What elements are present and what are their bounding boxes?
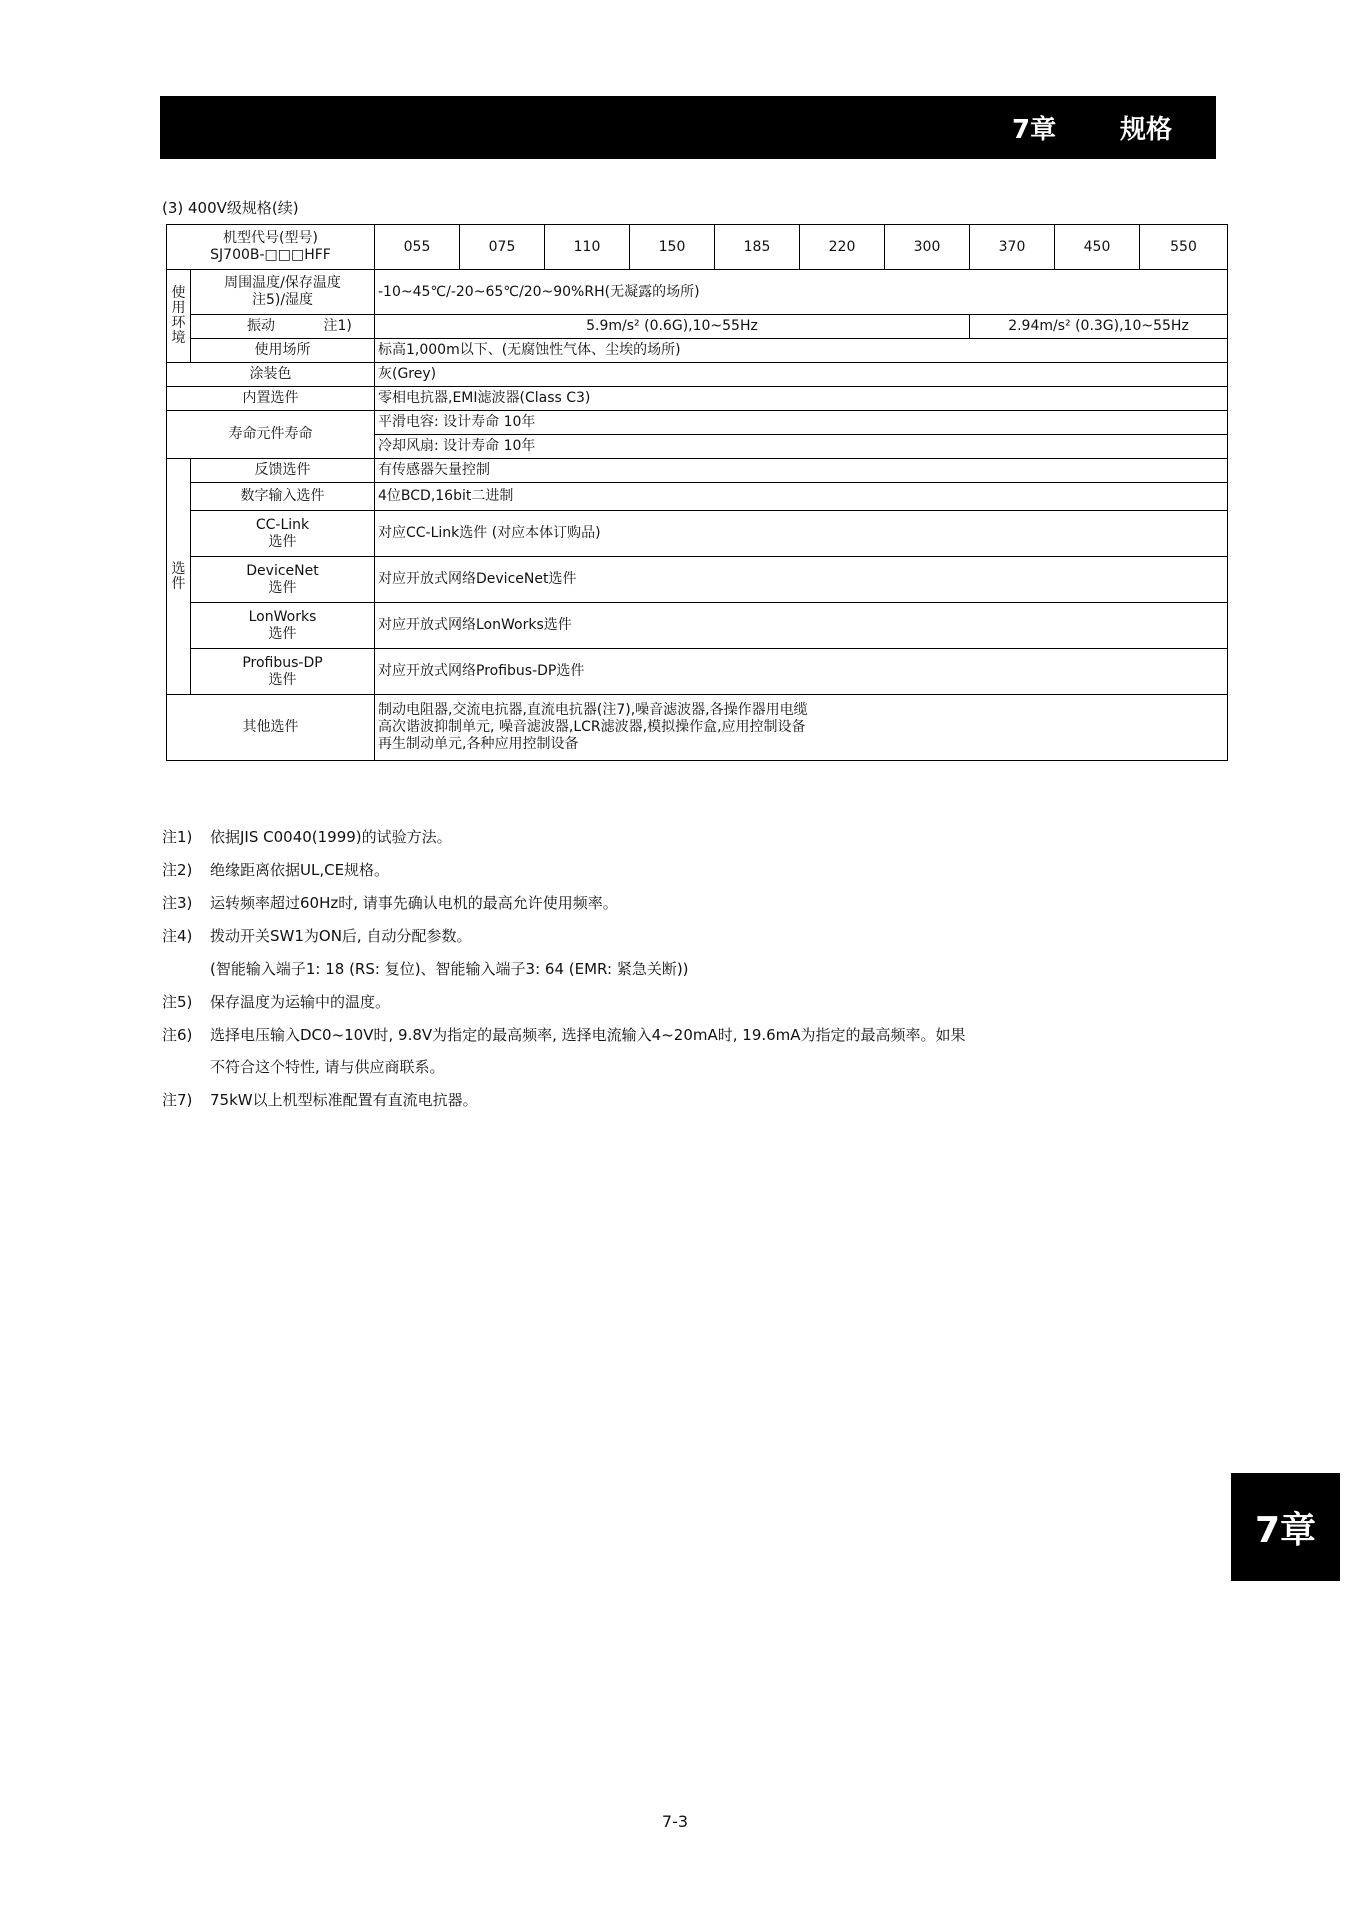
model-cell: 075 xyxy=(460,225,545,270)
table-caption: (3) 400V级规格(续) xyxy=(162,199,299,217)
other-options-value xyxy=(375,695,1228,761)
option-label-line-1: LonWorks xyxy=(248,608,317,625)
option-label-line-2: 选件 xyxy=(268,533,297,550)
option-label xyxy=(191,649,375,695)
option-label: 数字输入选件 xyxy=(191,483,375,511)
note-text: 依据JIS C0040(1999)的试验方法。 xyxy=(210,828,452,846)
note-item xyxy=(162,826,1232,848)
note-text: 75kW以上机型标准配置有直流电抗器。 xyxy=(210,1091,478,1109)
note-item xyxy=(162,925,1232,980)
option-value: 4位BCD,16bit二进制 xyxy=(375,483,1228,511)
vibration-value-small-models: 5.9m/s² (0.6G),10~55Hz xyxy=(375,315,970,339)
note-text: 不符合这个特性, 请与供应商联系。 xyxy=(210,1058,445,1076)
location-label: 使用场所 xyxy=(191,339,375,363)
note-text: 绝缘距离依据UL,CE规格。 xyxy=(210,861,390,879)
model-cell: 110 xyxy=(545,225,630,270)
note-label: 注2) xyxy=(162,861,193,879)
option-label-line-1: DeviceNet xyxy=(246,562,319,579)
vibration-note: 注1) xyxy=(323,318,352,334)
note-label: 注1) xyxy=(162,828,193,846)
option-label xyxy=(191,557,375,603)
option-value: 有传感器矢量控制 xyxy=(375,459,1228,483)
option-label xyxy=(191,511,375,557)
note-text: 选择电压输入DC0~10V时, 9.8V为指定的最高频率, 选择电流输入4~20mA时, 19.6mA为指定的最高频率。如果 xyxy=(210,1026,966,1044)
option-row xyxy=(167,483,1228,511)
life-value-capacitor: 平滑电容: 设计寿命 10年 xyxy=(375,411,1228,435)
note-item xyxy=(162,892,1232,914)
note-text: 拨动开关SW1为ON后, 自动分配参数。 xyxy=(210,927,472,945)
note-item xyxy=(162,859,1232,881)
option-label-line-2: 选件 xyxy=(268,579,297,596)
options-group-label: 选件 xyxy=(171,560,186,592)
paint-label: 涂装色 xyxy=(167,363,375,387)
builtin-option-row xyxy=(167,387,1228,411)
note-text: (智能输入端子1: 18 (RS: 复位)、智能输入端子3: 64 (EMR: 紧急关断)) xyxy=(210,960,689,978)
life-row-1 xyxy=(167,411,1228,435)
life-label: 寿命元件寿命 xyxy=(167,411,375,459)
model-header-line-1: 机型代号(型号) xyxy=(223,230,318,246)
chapter-number: 7章 xyxy=(1012,115,1057,145)
note-label: 注6) xyxy=(162,1026,193,1044)
model-header-cell xyxy=(167,225,375,270)
other-options-line: 制动电阻器,交流电抗器,直流电抗器(注7),噪音滤波器,各操作器用电缆 xyxy=(378,702,808,718)
chapter-header-bar xyxy=(160,96,1216,159)
model-cell: 220 xyxy=(800,225,885,270)
paint-value: 灰(Grey) xyxy=(375,363,1228,387)
other-options-label: 其他选件 xyxy=(167,695,375,761)
option-row xyxy=(167,649,1228,695)
temperature-row xyxy=(167,270,1228,315)
model-header-line-2: SJ700B-□□□HFF xyxy=(210,247,331,263)
note-item xyxy=(162,991,1232,1013)
model-cell: 550 xyxy=(1140,225,1228,270)
options-group-cell xyxy=(167,459,191,695)
model-row xyxy=(167,225,1228,270)
note-text: 运转频率超过60Hz时, 请事先确认电机的最高允许使用频率。 xyxy=(210,894,618,912)
location-row xyxy=(167,339,1228,363)
option-row xyxy=(167,557,1228,603)
model-cell: 055 xyxy=(375,225,460,270)
model-cell: 370 xyxy=(970,225,1055,270)
other-options-row xyxy=(167,695,1228,761)
note-label: 注5) xyxy=(162,993,193,1011)
model-cell: 300 xyxy=(885,225,970,270)
model-cell: 450 xyxy=(1055,225,1140,270)
notes-section xyxy=(162,826,1232,1122)
spec-table xyxy=(166,224,1228,761)
environment-group-cell xyxy=(167,270,191,363)
builtin-option-value: 零相电抗器,EMI滤波器(Class C3) xyxy=(375,387,1228,411)
model-cell: 150 xyxy=(630,225,715,270)
option-value: 对应开放式网络Profibus-DP选件 xyxy=(375,649,1228,695)
option-value: 对应CC-Link选件 (对应本体订购品) xyxy=(375,511,1228,557)
page-number: 7-3 xyxy=(661,1812,689,1831)
option-label: 反馈选件 xyxy=(191,459,375,483)
other-options-line: 高次谐波抑制单元, 噪音滤波器,LCR滤波器,模拟操作盒,应用控制设备 xyxy=(378,719,806,735)
paint-row xyxy=(167,363,1228,387)
option-value: 对应开放式网络LonWorks选件 xyxy=(375,603,1228,649)
vibration-label: 振动 xyxy=(247,318,275,334)
temperature-label-cell xyxy=(191,270,375,315)
chapter-side-tab: 7章 xyxy=(1231,1473,1340,1581)
note-item xyxy=(162,1024,1232,1078)
model-cell: 185 xyxy=(715,225,800,270)
builtin-option-label: 内置选件 xyxy=(167,387,375,411)
note-label: 注4) xyxy=(162,927,193,945)
note-label: 注3) xyxy=(162,894,193,912)
option-label-line-2: 选件 xyxy=(268,625,297,642)
note-text: 保存温度为运输中的温度。 xyxy=(210,993,391,1011)
other-options-line: 再生制动单元,各种应用控制设备 xyxy=(378,736,579,752)
life-value-fan: 冷却风扇: 设计寿命 10年 xyxy=(375,435,1228,459)
vibration-row xyxy=(167,315,1228,339)
chapter-title: 规格 xyxy=(1120,115,1173,145)
vibration-value-large-models: 2.94m/s² (0.3G),10~55Hz xyxy=(970,315,1228,339)
temperature-label-line-2: 注5)/湿度 xyxy=(251,292,314,308)
option-label-line-2: 选件 xyxy=(268,671,297,688)
option-label xyxy=(191,603,375,649)
option-value: 对应开放式网络DeviceNet选件 xyxy=(375,557,1228,603)
vibration-label-cell xyxy=(191,315,375,339)
option-row xyxy=(167,603,1228,649)
note-label: 注7) xyxy=(162,1091,193,1109)
temperature-value: -10~45℃/-20~65℃/20~90%RH(无凝露的场所) xyxy=(375,270,1228,315)
environment-group-label: 使用环境 xyxy=(171,285,186,346)
note-item xyxy=(162,1089,1232,1111)
option-row xyxy=(167,459,1228,483)
option-label-line-1: Profibus-DP xyxy=(242,654,323,671)
temperature-label-line-1: 周围温度/保存温度 xyxy=(224,275,341,291)
option-row xyxy=(167,511,1228,557)
option-label-line-1: CC-Link xyxy=(255,516,310,533)
location-value: 标高1,000m以下、(无腐蚀性气体、尘埃的场所) xyxy=(375,339,1228,363)
